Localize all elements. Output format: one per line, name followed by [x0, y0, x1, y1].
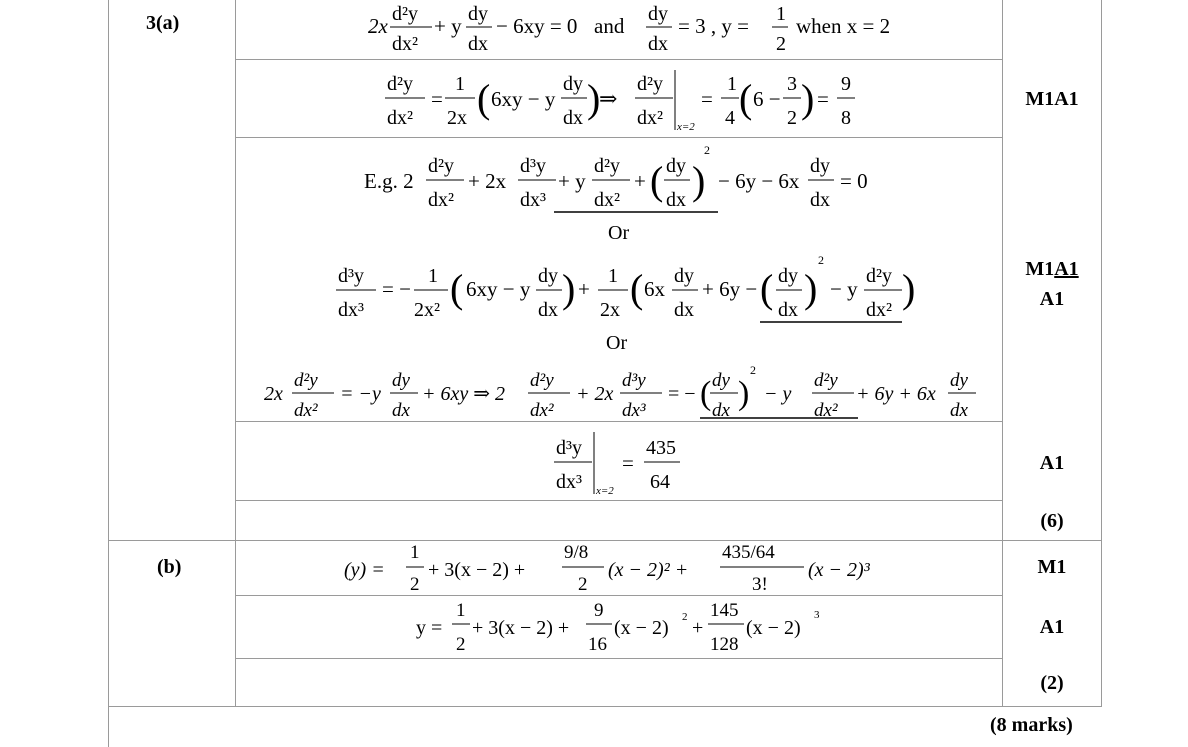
svg-text:dx²: dx² [814, 400, 838, 421]
mark-m1a1: M1A1 [1025, 88, 1079, 110]
svg-text:dy: dy [666, 155, 686, 177]
svg-text:dx²: dx² [594, 189, 620, 211]
svg-text:when x = 2: when x = 2 [796, 14, 891, 38]
svg-text:(: ( [760, 266, 774, 311]
svg-text:= −: = − [668, 383, 696, 405]
taylor-series-final [414, 596, 834, 658]
svg-text:=: = [622, 451, 634, 475]
svg-text:− 6y − 6x: − 6y − 6x [718, 169, 800, 193]
svg-text:128: 128 [710, 634, 739, 655]
svg-text:dx: dx [392, 400, 410, 421]
svg-text:dx: dx [950, 400, 968, 421]
row-divider [235, 500, 1002, 501]
svg-text:E.g. 2: E.g. 2 [364, 169, 414, 193]
svg-text:(x − 2)³: (x − 2)³ [808, 559, 870, 581]
svg-text:(x − 2)² +: (x − 2)² + [608, 559, 689, 581]
svg-text:dx³: dx³ [338, 299, 364, 321]
svg-text:+: + [578, 277, 590, 301]
svg-text:x=2: x=2 [677, 121, 695, 133]
svg-text:+ 6y −: + 6y − [702, 277, 758, 301]
part-b-label: (b) [157, 556, 182, 578]
svg-text:+ 2x: + 2x [468, 169, 507, 193]
svg-text:dx²: dx² [387, 107, 413, 129]
svg-text:d³y: d³y [520, 155, 546, 177]
svg-text:⇒: ⇒ [599, 86, 618, 111]
svg-text:145: 145 [710, 600, 739, 621]
svg-text:and: and [594, 14, 625, 38]
part-a-label: 3(a) [146, 12, 180, 34]
svg-text:(x − 2): (x − 2) [746, 617, 801, 639]
svg-text:dy: dy [674, 265, 694, 287]
svg-text:1: 1 [776, 3, 786, 25]
svg-text:2: 2 [456, 634, 466, 655]
svg-text:): ) [562, 266, 576, 311]
mark-a1: A1 [1039, 288, 1065, 310]
svg-text:d³y: d³y [622, 370, 646, 391]
mark-m1: M1 [1025, 258, 1055, 280]
svg-text:+ 3(x − 2) +: + 3(x − 2) + [472, 617, 570, 639]
svg-text:dy: dy [648, 3, 668, 25]
svg-text:+: + [634, 169, 646, 193]
svg-text:dy: dy [810, 155, 830, 177]
svg-text:2: 2 [776, 33, 786, 55]
svg-text:1: 1 [410, 542, 420, 563]
svg-text:+ 2x: + 2x [576, 383, 614, 405]
svg-text:dx: dx [666, 189, 686, 211]
svg-text:dy: dy [392, 370, 410, 391]
svg-text:dx: dx [468, 33, 488, 55]
svg-text:− y: − y [764, 383, 792, 405]
eg-differentiation-row [362, 142, 902, 218]
svg-text:9: 9 [594, 600, 604, 621]
svg-text:6xy − y: 6xy − y [491, 87, 556, 111]
mark-m1: M1 [1037, 556, 1067, 578]
svg-text:(: ( [477, 76, 491, 121]
svg-text:9: 9 [841, 73, 851, 95]
svg-text:2: 2 [578, 574, 588, 595]
svg-text:dx²: dx² [530, 400, 554, 421]
grand-total: (8 marks) [990, 714, 1073, 736]
svg-text:2: 2 [704, 143, 710, 157]
or-separator-2: Or [606, 332, 628, 354]
svg-text:dy: dy [778, 265, 798, 287]
svg-text:dy: dy [712, 370, 730, 391]
svg-text:=: = [817, 87, 829, 111]
svg-text:435: 435 [646, 437, 676, 459]
svg-text:+: + [692, 617, 704, 639]
svg-text:d²y: d²y [428, 155, 454, 177]
or-third-derivative-row [334, 252, 934, 328]
svg-text:dx²: dx² [294, 400, 318, 421]
svg-text:dy: dy [950, 370, 968, 391]
svg-text:8: 8 [841, 107, 851, 129]
svg-text:dx: dx [563, 107, 583, 129]
or-separator: Or [608, 222, 630, 244]
svg-text:): ) [804, 266, 818, 311]
svg-text:): ) [801, 76, 815, 121]
svg-text:+ y: + y [558, 169, 586, 193]
svg-text:dx²: dx² [637, 107, 663, 129]
third-derivative-value [552, 424, 712, 500]
svg-text:dx³: dx³ [556, 471, 582, 493]
svg-text:dx²: dx² [392, 33, 418, 55]
svg-text:): ) [692, 158, 706, 203]
svg-text:): ) [902, 266, 916, 311]
svg-text:4: 4 [725, 107, 735, 129]
svg-text:=: = [431, 87, 443, 111]
svg-text:dx²: dx² [428, 189, 454, 211]
svg-text:= −: = − [382, 277, 411, 301]
mark-a1-underlined: A1 [1054, 258, 1079, 280]
svg-text:d³y: d³y [556, 437, 582, 459]
svg-text:dx³: dx³ [622, 400, 646, 421]
svg-text:3: 3 [787, 73, 797, 95]
svg-text:dy: dy [468, 3, 488, 25]
svg-text:6 −: 6 − [753, 87, 781, 111]
svg-text:(x − 2): (x − 2) [614, 617, 669, 639]
taylor-series-general [342, 540, 902, 596]
mark-a1-b: A1 [1039, 616, 1065, 638]
svg-text:− y: − y [830, 277, 858, 301]
svg-text:): ) [587, 76, 601, 121]
svg-text:d²y: d²y [294, 370, 318, 391]
svg-text:dx: dx [648, 33, 668, 55]
table-bottom [108, 706, 1102, 707]
svg-text:− 6xy = 0: − 6xy = 0 [496, 14, 578, 38]
svg-text:2: 2 [818, 253, 824, 267]
row-divider [235, 658, 1002, 659]
svg-text:(: ( [739, 76, 753, 121]
left-border [108, 0, 109, 747]
svg-text:64: 64 [650, 471, 670, 493]
svg-text:dx: dx [810, 189, 830, 211]
svg-text:(: ( [630, 266, 644, 311]
svg-text:2x: 2x [264, 383, 283, 405]
svg-text:): ) [738, 375, 750, 412]
svg-text:16: 16 [588, 634, 607, 655]
svg-text:=: = [701, 87, 713, 111]
svg-text:1: 1 [727, 73, 737, 95]
svg-text:y =: y = [416, 617, 443, 639]
mark-a1: A1 [1039, 452, 1065, 474]
part-b-total: (2) [1040, 672, 1064, 694]
svg-text:2x: 2x [600, 299, 620, 321]
svg-text:dx: dx [712, 400, 730, 421]
svg-text:= 0: = 0 [840, 169, 868, 193]
svg-text:(: ( [650, 158, 664, 203]
svg-text:dy: dy [563, 73, 583, 95]
svg-text:+ 6xy ⇒ 2: + 6xy ⇒ 2 [422, 383, 506, 405]
svg-text:1: 1 [428, 265, 438, 287]
svg-text:+ y: + y [434, 14, 462, 38]
svg-text:435/64: 435/64 [722, 542, 775, 563]
svg-text:d²y: d²y [814, 370, 838, 391]
svg-text:x=2: x=2 [596, 485, 614, 497]
svg-text:d²y: d²y [392, 3, 418, 25]
svg-text:d²y: d²y [530, 370, 554, 391]
svg-text:= −y: = −y [340, 383, 381, 405]
svg-text:+ 3(x − 2) +: + 3(x − 2) + [428, 559, 526, 581]
second-derivative-row [383, 60, 903, 138]
svg-text:1: 1 [608, 265, 618, 287]
svg-text:d²y: d²y [637, 73, 663, 95]
svg-text:d²y: d²y [387, 73, 413, 95]
given-equation [360, 0, 960, 60]
svg-text:2: 2 [750, 363, 756, 377]
svg-text:3!: 3! [752, 574, 768, 595]
svg-text:(: ( [450, 266, 464, 311]
svg-text:+ 6y + 6x: + 6y + 6x [856, 383, 936, 405]
svg-text:2x: 2x [368, 14, 388, 38]
svg-text:2x²: 2x² [414, 299, 440, 321]
svg-text:dx: dx [538, 299, 558, 321]
svg-text:3: 3 [814, 609, 820, 621]
svg-text:6x: 6x [644, 277, 665, 301]
svg-text:(y) =: (y) = [344, 559, 385, 581]
svg-text:2: 2 [682, 611, 688, 623]
svg-text:(: ( [700, 375, 712, 412]
svg-text:1: 1 [455, 73, 465, 95]
svg-text:dx: dx [674, 299, 694, 321]
svg-text:dx²: dx² [866, 299, 892, 321]
svg-text:9/8: 9/8 [564, 542, 589, 563]
mark-m1a1-a1 [1002, 254, 1102, 314]
svg-text:1: 1 [456, 600, 466, 621]
svg-text:2x: 2x [447, 107, 467, 129]
implicit-alt-row [260, 360, 1000, 422]
svg-text:= 3 , y =: = 3 , y = [678, 14, 749, 38]
svg-text:2: 2 [787, 107, 797, 129]
svg-text:d³y: d³y [338, 265, 364, 287]
svg-text:dy: dy [538, 265, 558, 287]
svg-text:dx: dx [778, 299, 798, 321]
svg-text:2: 2 [410, 574, 420, 595]
svg-text:d²y: d²y [866, 265, 892, 287]
svg-text:6xy − y: 6xy − y [466, 277, 531, 301]
label-column-divider [235, 0, 236, 707]
svg-text:d²y: d²y [594, 155, 620, 177]
svg-text:dx³: dx³ [520, 189, 546, 211]
part-a-total: (6) [1040, 510, 1064, 532]
